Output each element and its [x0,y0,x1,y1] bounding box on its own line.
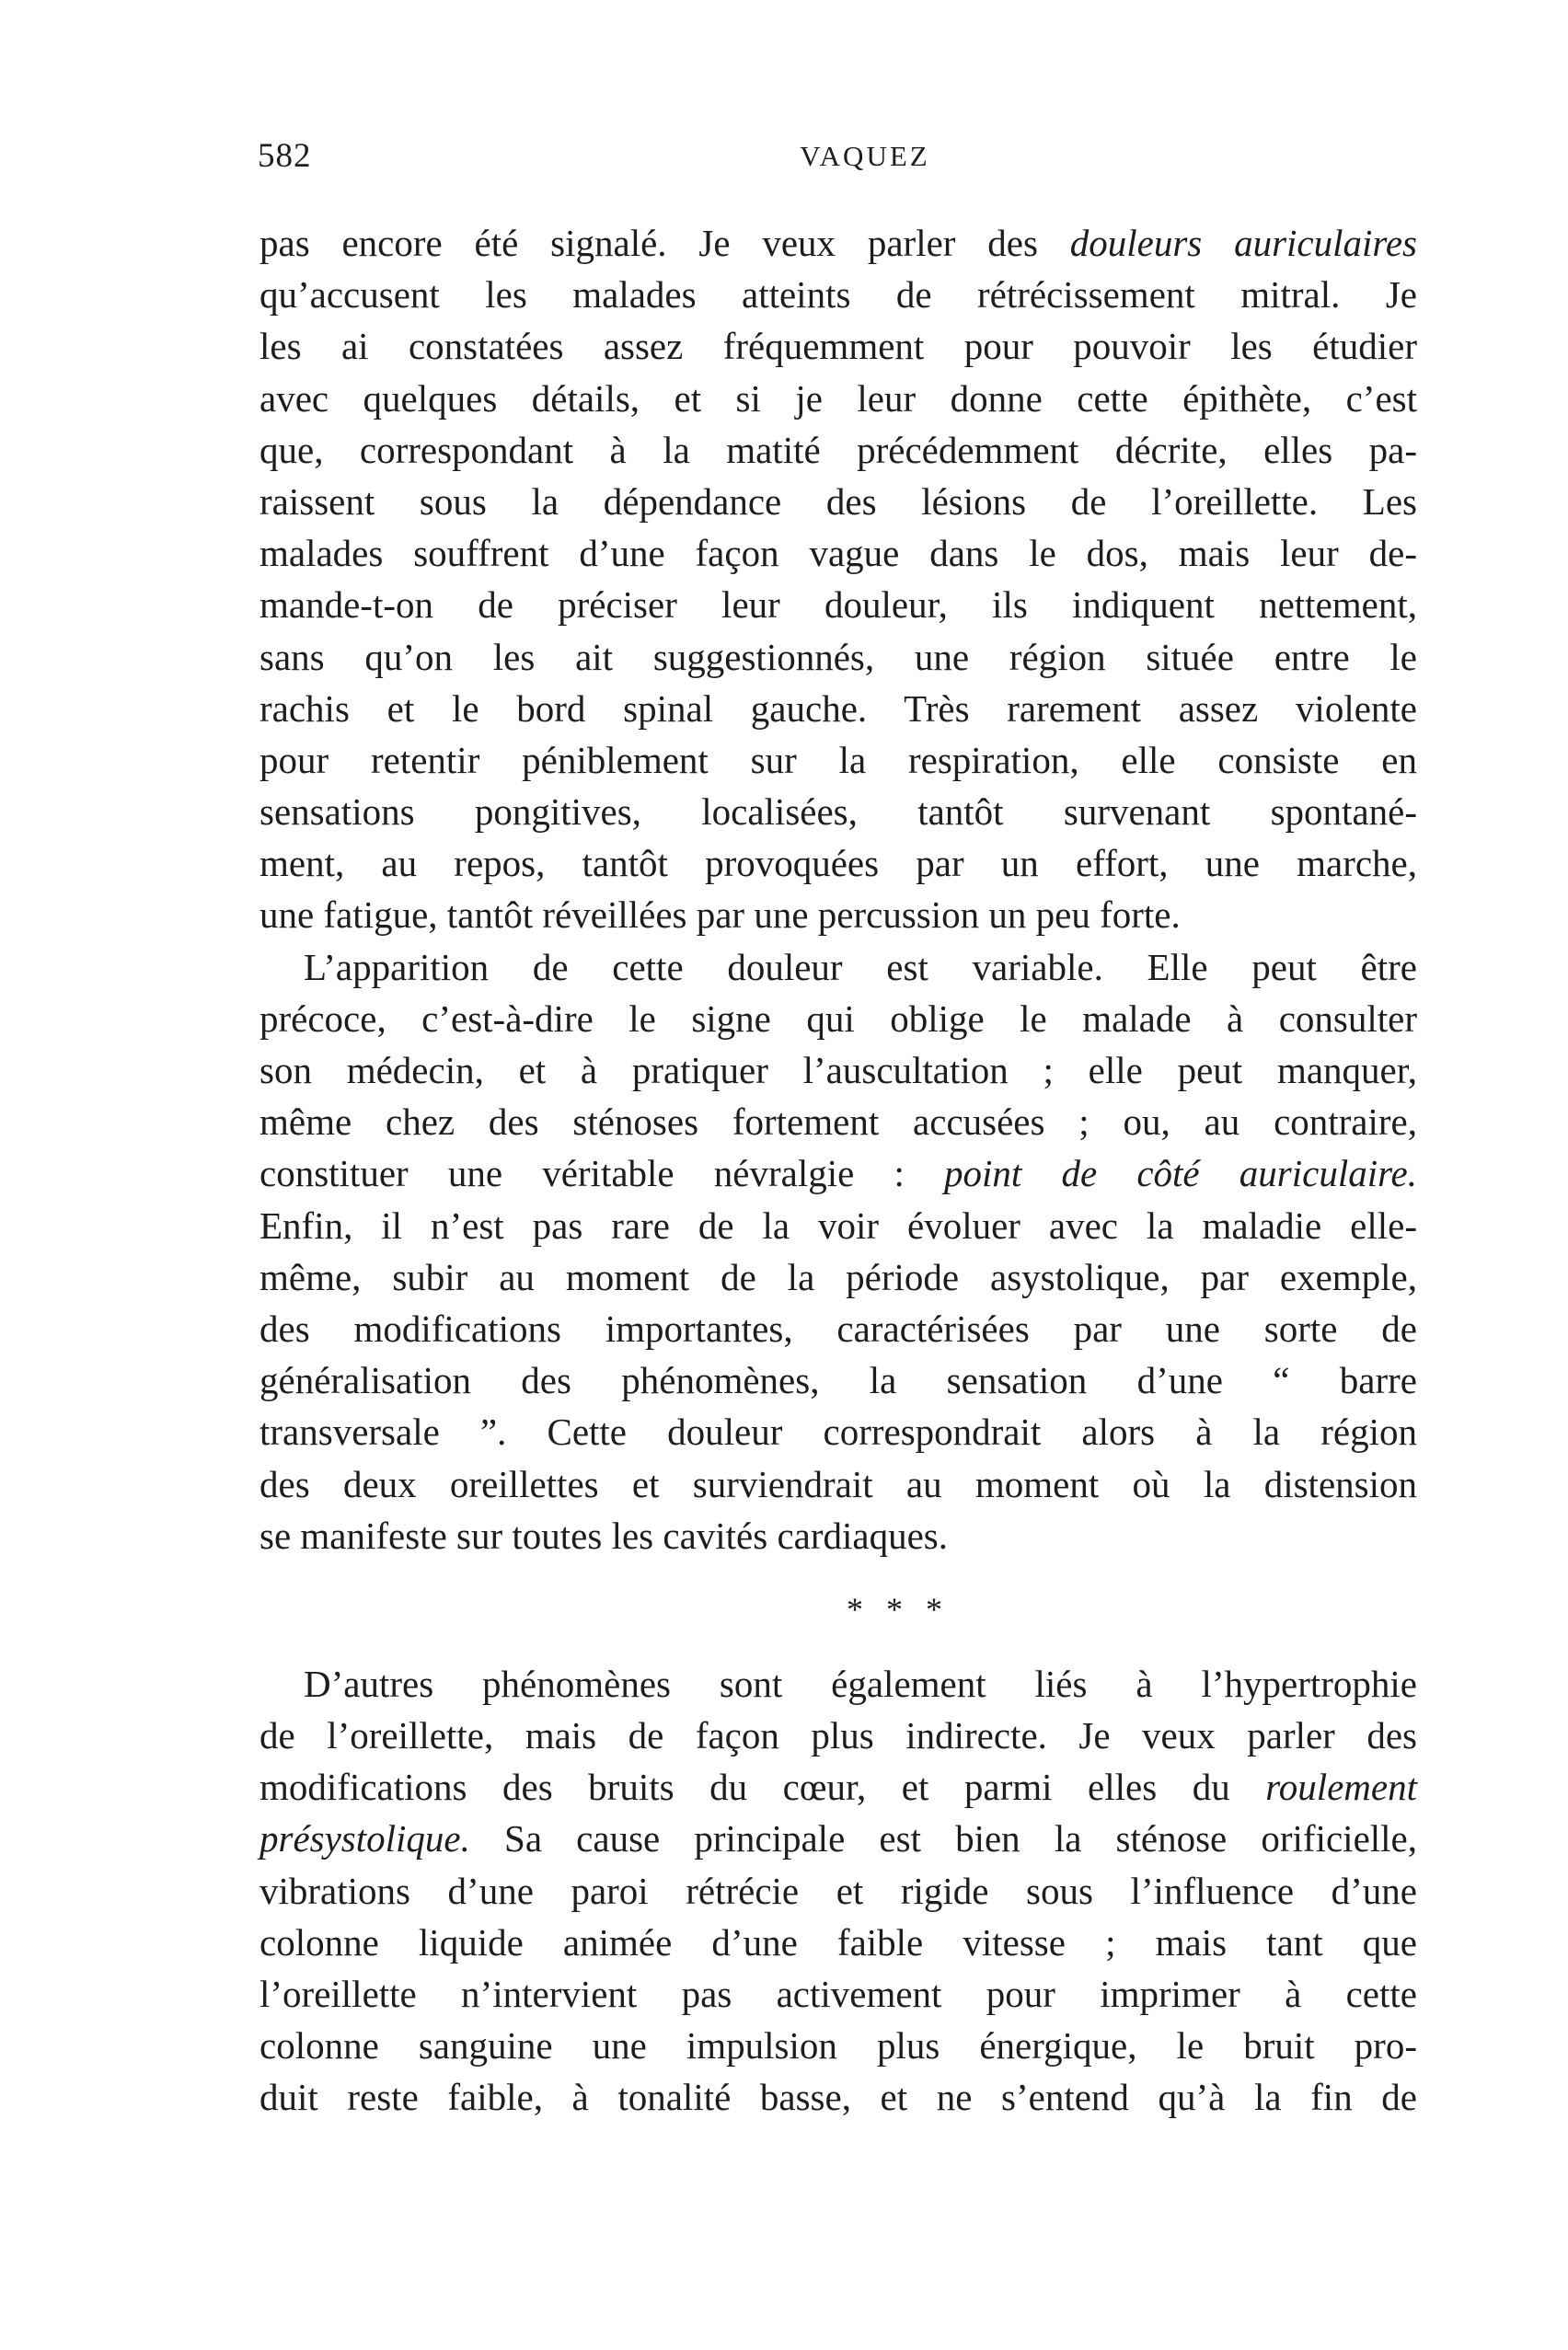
text-line: de l’oreillette, mais de façon plus indirecte. Je veux parler des [259,1714,1417,1757]
text-line: duit reste faible, à tonalité basse, et ne s’entend qu’à la fin de [259,2076,1417,2119]
text-line: pour retentir péniblement sur la respiration, elle consiste en [259,738,1417,781]
text-line: D’autres phénomènes sont également liés à l’hypertrophie [304,1662,1417,1705]
text-line: l’oreillette n’intervient pas activement pour imprimer à cette [259,1973,1417,2015]
text-line: des deux oreillettes et surviendrait au moment où la distension [259,1462,1417,1505]
text-line: sans qu’on les ait suggestionnés, une région située entre le [259,635,1417,678]
text-line: pas encore été signalé. Je veux parler des douleurs auriculaires [259,222,1418,264]
text-line: les ai constatées assez fréquemment pour pouvoir les étudier [259,325,1417,368]
text-line: une fatigue, tantôt réveillées par une percussion un peu forte. [259,893,1181,937]
text-line: précoce, c’est-à-dire le signe qui oblige le malade à consulter [259,996,1417,1040]
text-line: se manifeste sur toutes les cavités cardiaques. [259,1514,948,1557]
paragraph-1 [259,217,1417,941]
text-line: généralisation des phénomènes, la sensation d’une “ barre [259,1359,1417,1402]
text-line: son médecin, et à pratiquer l’auscultation ; elle peut manquer, [259,1049,1417,1091]
text-line: ment, au repos, tantôt provoquées par un effort, une marche, [259,842,1417,885]
text-line: vibrations d’une paroi rétrécie et rigide sous l’influence d’une [259,1869,1417,1912]
text-line: sensations pongitives, localisées, tantôt survenant spontané- [259,790,1417,834]
text-line: qu’accusent les malades atteints de rétrécissement mitral. Je [259,273,1417,317]
running-head: VAQUEZ [800,140,930,172]
text-line: mande-t-on de préciser leur douleur, ils indiquent nettement, [259,583,1417,627]
text-line: Enfin, il n’est pas rare de la voir évoluer avec la maladie elle- [259,1204,1417,1247]
page-number: 582 [258,137,312,175]
text-line: même, subir au moment de la période asystolique, par exemple, [259,1255,1417,1298]
text-line: avec quelques détails, et si je leur donne cette épithète, c’est [259,376,1417,420]
body-text [259,217,1417,2124]
text-line: raissent sous la dépendance des lésions de l’oreillette. Les [259,479,1417,523]
text-line: constituer une véritable névralgie : point de côté auriculaire. [259,1152,1417,1195]
text-line: présystolique. Sa cause principale est bien la sténose orificielle, [259,1817,1417,1860]
text-line: que, correspondant à la matité précédemment décrite, elles pa- [259,428,1417,471]
text-line: rachis et le bord spinal gauche. Très rarement assez violente [259,686,1417,730]
text-line: même chez des sténoses fortement accusées ; ou, au contraire, [259,1100,1417,1144]
text-line: colonne sanguine une impulsion plus énergique, le bruit pro- [259,2024,1417,2068]
section-separator: * * * [847,1590,950,1628]
text-line: L’apparition de cette douleur est variable. Elle peut être [304,945,1417,988]
text-line: des modifications importantes, caractérisées par une sorte de [259,1307,1417,1350]
text-line: colonne liquide animée d’une faible vitesse ; mais tant que [259,1920,1417,1964]
page-header [258,136,1417,191]
text-line: malades souffrent d’une façon vague dans le dos, mais leur de- [259,532,1417,575]
paragraph-2 [259,941,1417,1561]
paragraph-3 [259,1658,1417,2124]
text-line: modifications des bruits du cœur, et parmi elles du roulement [259,1766,1417,1809]
text-line: transversale ”. Cette douleur correspondrait alors à la région [259,1411,1417,1454]
